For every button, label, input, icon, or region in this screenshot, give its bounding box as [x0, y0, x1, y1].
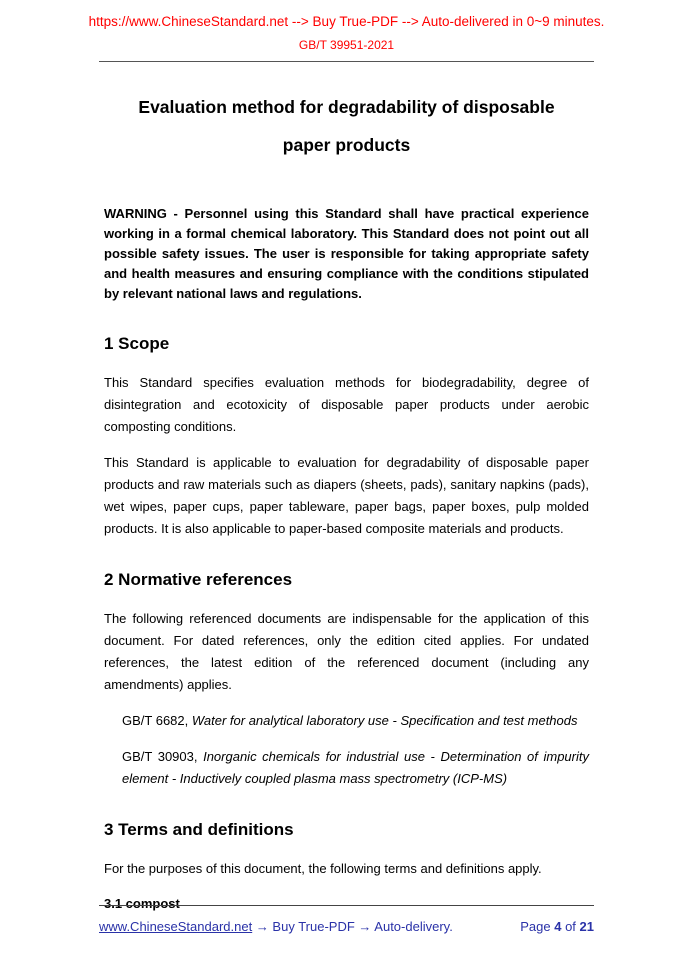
section-heading-normative-references: 2 Normative references [104, 570, 293, 589]
reference-item-2 [122, 746, 589, 790]
reference-2-code: GB/T 30903, [122, 749, 198, 764]
reference-1-code: GB/T 6682, [122, 713, 189, 728]
section-heading-scope: 1 Scope [104, 334, 170, 353]
standard-code: GB/T 39951-2021 [298, 38, 395, 52]
page-footer [99, 905, 594, 934]
page-label: Page [520, 919, 551, 934]
document-title-line1: Evaluation method for degradability of disposable [138, 97, 555, 117]
document-title-line2: paper products [282, 135, 411, 155]
term-3-1-compost: 3.1 compost [104, 896, 180, 911]
scope-paragraph-2: This Standard is applicable to evaluation for degradability of disposable paper products and raw materials such as diapers (sheets, pads), sanitary napkins (pads), wet wipes, paper cups, paper tableware, paper bags, paper boxes, pulp molded products. It is also applicable to paper-based composite materials and products. [104, 455, 589, 536]
page-indicator [520, 919, 594, 934]
header-divider [99, 61, 594, 62]
footer-promo [99, 919, 453, 934]
normative-references-paragraph: The following referenced documents are indispensable for the application of this document. For dated references, only the edition cited applies. For undated references, the latest edition of the referenced document (including any amendments) applies. [104, 611, 589, 692]
footer-tail-text: → Buy True-PDF → Auto-delivery. [252, 919, 453, 934]
page-total: 21 [579, 919, 594, 934]
of-label: of [565, 919, 576, 934]
footer-link[interactable]: www.ChineseStandard.net [99, 919, 253, 934]
scope-paragraph-1: This Standard specifies evaluation methods for biodegradability, degree of disintegration and ecotoxicity of disposable paper products under aerobic composting conditions. [104, 375, 589, 434]
reference-2-title: Inorganic chemicals for industrial use - Determination of impurity element - Inductively coupled plasma mass spectrometry (ICP-MS) [122, 749, 589, 786]
section-heading-terms-definitions: 3 Terms and definitions [104, 820, 294, 839]
reference-1-title: Water for analytical laboratory use - Specification and test methods [191, 713, 578, 728]
page-number: 4 [554, 919, 562, 934]
document-title [104, 88, 589, 164]
promo-banner[interactable]: https://www.ChineseStandard.net --> Buy True-PDF --> Auto-delivered in 0~9 minutes. [88, 14, 605, 29]
document-content [0, 88, 693, 911]
reference-item-1 [122, 710, 589, 732]
warning-paragraph: WARNING - Personnel using this Standard shall have practical experience working in a formal chemical laboratory. This Standard does not point out all possible safety issues. The user is responsible for taking appropriate safety and health measures and ensuring compliance with the conditions stipulated by relevant national laws and regulations. [104, 206, 589, 301]
terms-intro-paragraph: For the purposes of this document, the following terms and definitions apply. [104, 861, 542, 876]
